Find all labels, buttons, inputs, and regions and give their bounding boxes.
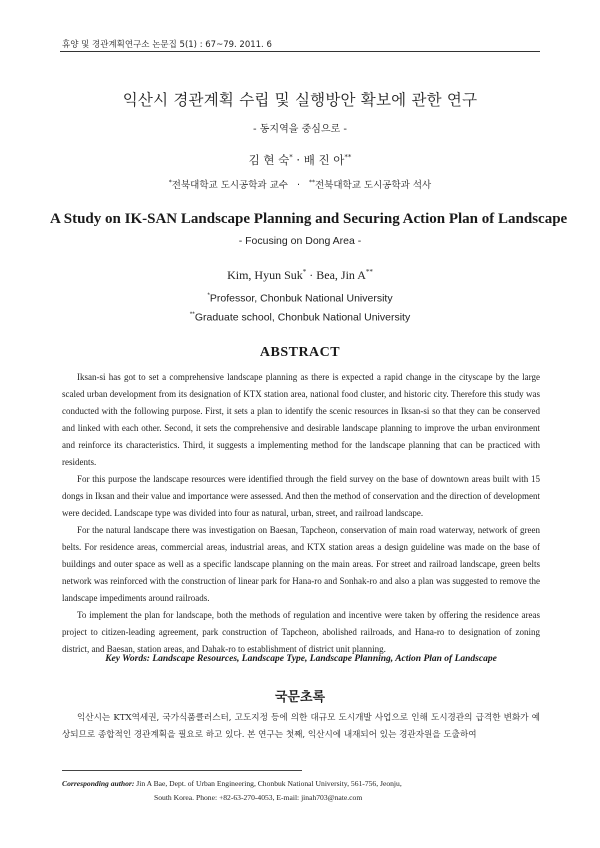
- abstract-paragraph-3: For the natural landscape there was investigation on Baesan, Tapcheon, conservation of main road waterway, network of green belts. For residence areas, commercial areas, industrial areas, and KTX station areas a design guideline was made on the base of buildings and outer space as well as a specific landscape planning on the main areas. For street and railroad landscape, green belts network was reinforced with the construction of linear park for Hana-ro and Sonhak-ro and also a plan was suggested to remove the landscape impediments around railroads.: [62, 525, 540, 603]
- korean-affil-1-mark: *: [168, 178, 172, 186]
- corresponding-author-footnote: [62, 777, 542, 804]
- korean-affil-2: 전북대학교 도시공학과 석사: [315, 180, 432, 191]
- journal-header: 휴양 및 경관계획연구소 논문집 5(1) : 67~79. 2011. 6: [62, 40, 272, 50]
- korean-affil-separator: ·: [293, 180, 304, 191]
- footnote-line-2: South Korea. Phone: +82-63-270-4053, E-mail: jinah703@nate.com: [154, 792, 363, 802]
- footnote-rule: [62, 770, 302, 771]
- footnote-text-1: Jin A Bae, Dept. of Urban Engineering, Chonbuk National University, 561-756, Jeonju,: [134, 779, 402, 788]
- footnote-line-1: [62, 777, 542, 791]
- english-affil-1-mark: *: [207, 292, 210, 299]
- abstract-paragraph-1: Iksan-si has got to set a comprehensive landscape planning as there is expected a rapid change in the cityscape by the large scaled urban development from its designation of KTX station area, national food cluster, and historic city. Therefore this study was conducted with the following purpose. First, it sets a plan to identify the scenic resources in Iksan-si so that they can be conserved and linked with each other. Second, it sets the comprehensive and desirable landscape planning to improve the urban environment and reinforce its characteristics. Third, it suggests a implementing method for the landscape planning that can be practiced with residents.: [62, 372, 540, 467]
- footnote-label: Corresponding author:: [62, 779, 135, 788]
- korean-title: 익산시 경관계획 수립 및 실행방안 확보에 관한 연구: [122, 91, 478, 109]
- header-rule: [60, 51, 540, 52]
- korean-affil-1: 전북대학교 도시공학과 교수: [171, 180, 288, 191]
- abstract-paragraph-4: To implement the plan for landscape, both the methods of regulation and incentive were taken by offering the residence areas project to citizen-leading agreement, park construction of Tapcheon, abolished railroads, and Hana-ro to designation of zoning district, and Baesan, station areas, and Dahak-ro to establishment of district unit planning.: [62, 610, 540, 654]
- english-affiliation-2: [50, 311, 550, 324]
- english-author-2-mark: **: [365, 268, 373, 276]
- english-author-2: Bea, Jin A: [316, 268, 366, 282]
- korean-affil-2-mark: **: [309, 178, 316, 186]
- korean-abstract-paragraph: 익산시는 KTX역세권, 국가식품클러스터, 고도지정 등에 의한 대규모 도시개발 사업으로 인해 도시경관의 급격한 변화가 예상되므로 종합적인 경관계획을 필요로 하고 있다. 본 연구는 첫째, 익산시에 내재되어 있는 경관자원을 도출하여: [62, 713, 540, 740]
- korean-author-separator: ·: [292, 153, 304, 167]
- english-author-1-mark: *: [302, 268, 307, 276]
- korean-author-2-mark: **: [344, 153, 352, 162]
- keywords: Key Words: Landscape Resources, Landscape Type, Landscape Planning, Action Plan of Landscape: [105, 654, 497, 664]
- abstract-paragraph-2: For this purpose the landscape resources were identified through the field survey on the base of downtown areas built with 15 dongs in Iksan and their value and importance were assessed. And then the method of conservation and the direction of development were decided. Landscape type was divided into four as natural, urban, street, and railroad landscape.: [62, 474, 540, 518]
- korean-author-1-mark: *: [289, 153, 293, 162]
- english-affiliation-1: [50, 292, 550, 305]
- english-title: A Study on IK-SAN Landscape Planning and Securing Action Plan of Landscape: [50, 211, 568, 227]
- korean-subtitle: - 동지역을 중심으로 -: [252, 124, 348, 135]
- english-authors: [50, 268, 550, 283]
- korean-authors: [50, 152, 550, 168]
- english-affil-2: Graduate school, Chonbuk National University: [194, 311, 411, 324]
- english-subtitle: - Focusing on Dong Area -: [238, 235, 362, 247]
- korean-abstract-body: [62, 710, 540, 744]
- english-affil-2-mark: **: [189, 311, 195, 318]
- korean-affiliations: [50, 177, 550, 191]
- english-affil-1: Professor, Chonbuk National University: [209, 292, 393, 305]
- korean-abstract-heading: 국문초록: [274, 690, 326, 705]
- english-author-1: Kim, Hyun Suk: [227, 268, 303, 282]
- abstract-body: [62, 369, 540, 658]
- english-author-separator: ·: [306, 268, 317, 282]
- abstract-heading: ABSTRACT: [259, 345, 341, 360]
- korean-author-1: 김 현 숙: [248, 153, 290, 167]
- korean-author-2: 배 진 아: [303, 153, 345, 167]
